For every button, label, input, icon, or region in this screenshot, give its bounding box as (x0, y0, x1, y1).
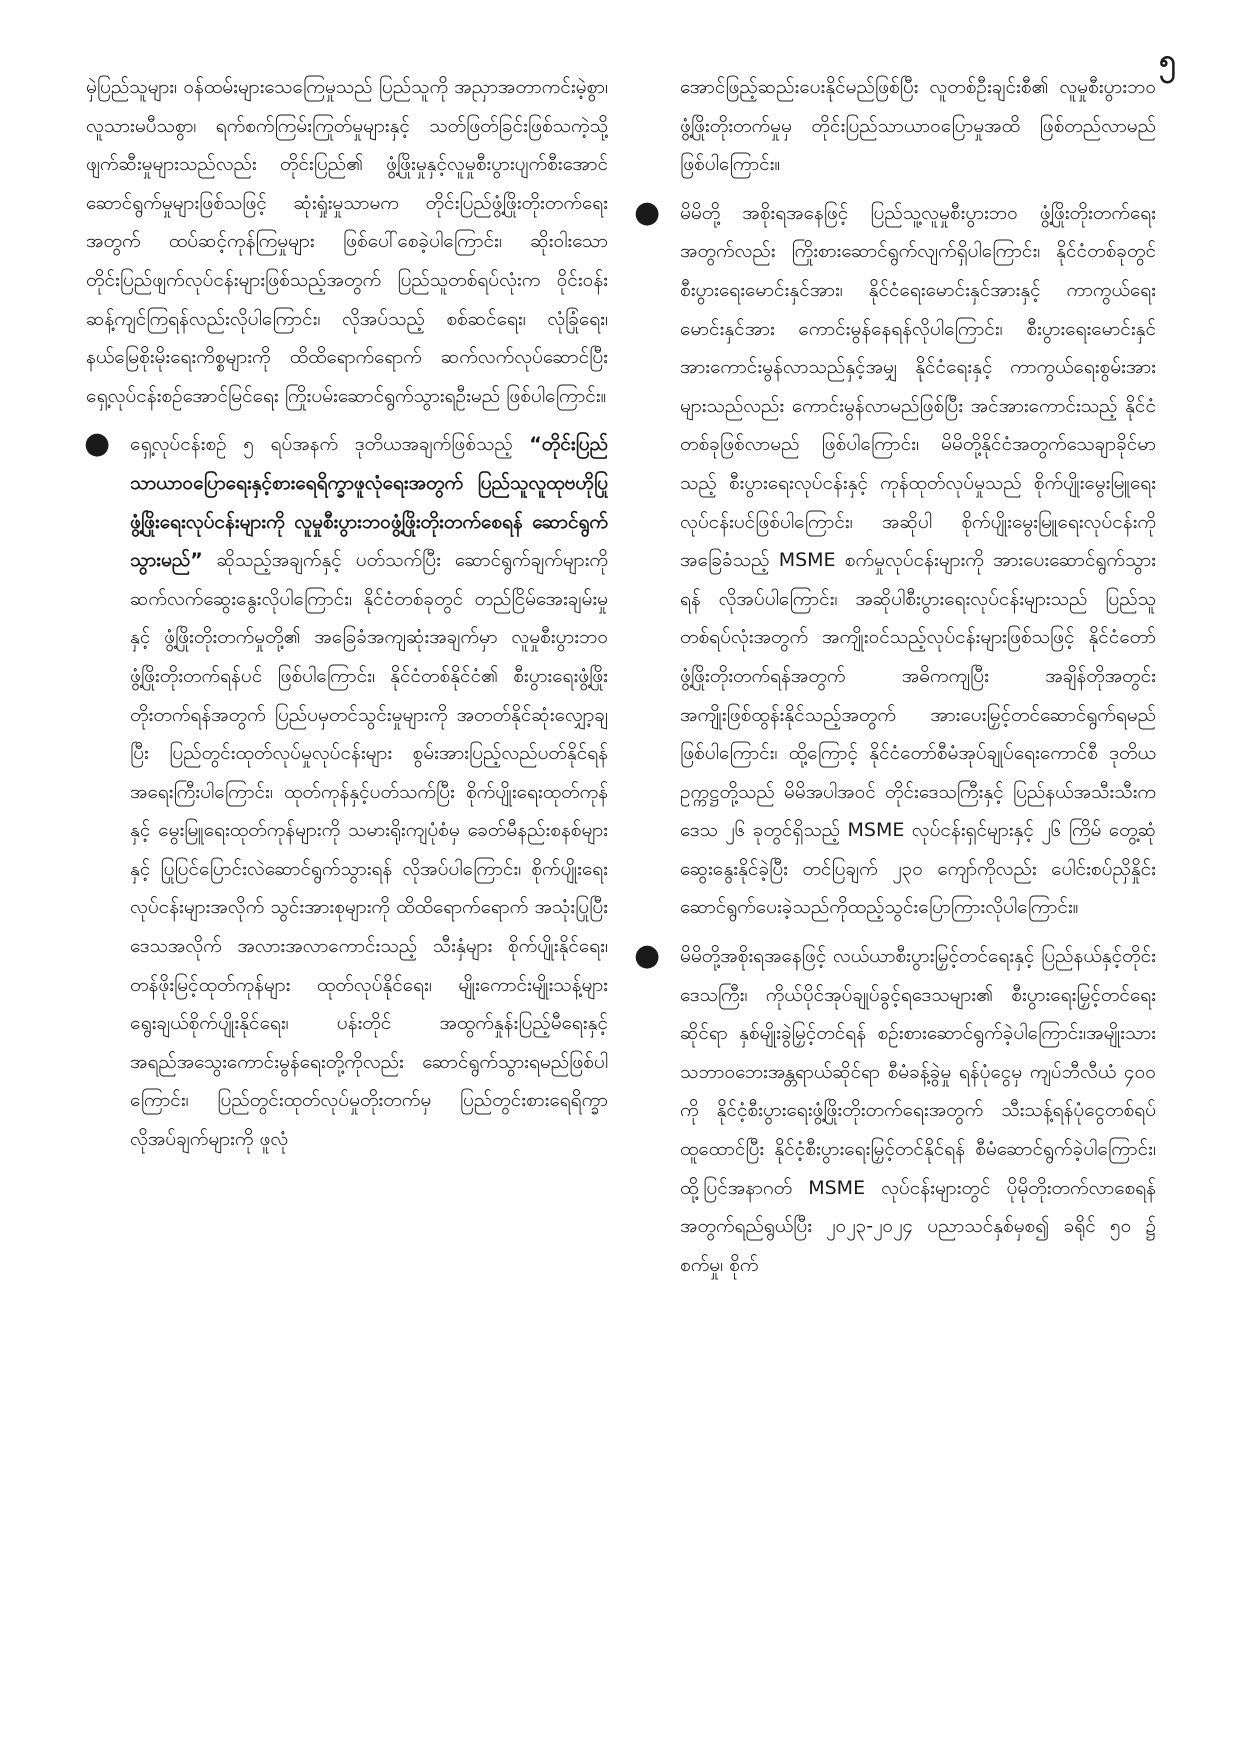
bullet-body-text: ဆိုသည့်အချက်နှင့် ပတ်သက်ပြီး ဆောင်ရွက်ချက်များကို ဆက်လက်ဆွေးနွေးလိုပါကြောင်း၊ နိုင်ငံတစ်ခုတွင် တည်ငြိမ်အေးချမ်းမှုနှင့် ဖွံ့ဖြိုးတိုးတက်မှုတို့၏ အခြေခံအကျဆုံးအချက်မှာ လူမှုစီးပွားဘဝဖွံ့ဖြိုးတိုးတက်ရန်ပင် ဖြစ်ပါကြောင်း၊ နိုင်ငံတစ်နိုင်ငံ၏ စီးပွားရေးဖွံ့ဖြိုးတိုးတက်ရန်အတွက် ပြည်ပမှတင်သွင်းမှုများကို အတတ်နိုင်ဆုံးလျှော့ချပြီး ပြည်တွင်းထုတ်လုပ်မှုလုပ်ငန်းများ စွမ်းအားပြည့်လည်ပတ်နိုင်ရန် အရေးကြီးပါကြောင်း၊ ထုတ်ကုန်နှင့်ပတ်သက်ပြီး စိုက်ပျိုးရေးထုတ်ကုန်နှင့် မွေးမြူရေးထုတ်ကုန်များကို သမားရိုးကျပုံစံမှ ခေတ်မီနည်းစနစ်များနှင့် ပြုပြင်ပြောင်းလဲဆောင်ရွက်သွားရန် လိုအပ်ပါကြောင်း၊ စိုက်ပျိုးရေးလုပ်ငန်းများအလိုက် သွင်းအားစုများကို ထိထိရောက်ရောက် အသုံးပြုပြီး ဒေသအလိုက် အလားအလာကောင်းသည့် သီးနှံများ စိုက်ပျိုးနိုင်ရေး၊ တန်ဖိုးမြင့်ထုတ်ကုန်များ ထုတ်လုပ်နိုင်ရေး၊ မျိုးကောင်းမျိုးသန့်များ ရွေးချယ်စိုက်ပျိုးနိုင်ရေး၊ ပန်းတိုင် အထွက်နှုန်းပြည့်မီရေးနှင့် အရည်အသွေးကောင်းမွန်ရေးတို့ကိုလည်း ဆောင်ရွက်သွားရမည်ဖြစ်ပါကြောင်း၊ ပြည်တွင်းထုတ်လုပ်မှုတိုးတက်မှ ပြည်တွင်းစားရေရိက္ခာ လိုအပ်ချက်များကို ဖူလုံ (130, 549, 608, 1151)
bullet-dot-icon: ● (84, 426, 111, 462)
page-number: ၅ (1159, 43, 1176, 78)
bullet-item-agricultural-promotion (636, 937, 1156, 1284)
bold-quoted-objective: “တိုင်းပြည်သာယာဝပြောရေးနှင့်စားရေရိက္ခာဖူလုံရေးအတွက် ပြည်သူလူထုဗဟိုပြု ဖွံ့ဖြိုးရေးလုပ်ငန်းများကို လူမှုစီးပွားဘဝဖွံ့ဖြိုးတိုးတက်စေရန် ဆောင်ရွက်သွားမည်” (130, 433, 608, 572)
bullet-text: မိမိတို့အစိုးရအနေဖြင့် လယ်ယာစီးပွားမြှင့်တင်ရေးနှင့် ပြည်နယ်နှင့်တိုင်းဒေသကြီး၊ ကိုယ်ပိုင်အုပ်ချုပ်ခွင့်ရဒေသများ၏ စီးပွားရေးမြှင့်တင်ရေးဆိုင်ရာ နှစ်မျိုးခွဲမြှင့်တင်ရန် စဉ်းစားဆောင်ရွက်ခဲ့ပါကြောင်း၊အမျိုးသားသဘာဝဘေးအန္တရာယ်ဆိုင်ရာ စီမံခန့်ခွဲမှု ရန်ပုံငွေမှ ကျပ်ဘီလီယံ ၄၀၀ ကို နိုင်ငံ့စီးပွားရေးဖွံ့ဖြိုးတိုးတက်ရေးအတွက် သီးသန့်ရန်ပုံငွေတစ်ရပ်ထူထောင်ပြီး နိုင်ငံ့စီးပွားရေးမြှင့်တင်နိုင်ရန် စီမံဆောင်ရွက်ခဲ့ပါကြောင်း၊ ထို့ပြင်အနာဂတ် MSME လုပ်ငန်းများတွင် ပိုမိုတိုးတက်လာစေရန်အတွက်ရည်ရွယ်ပြီး ၂၀၂၃-၂၀၂၄ ပညာသင်နှစ်မှစ၍ ခရိုင် ၅၀ ၌ စက်မှု၊ စိုက် (680, 945, 1156, 1276)
bullet-text: မိမိတို့ အစိုးရအနေဖြင့် ပြည်သူ့လူမှုစီးပွားဘဝ ဖွံ့ဖြိုးတိုးတက်ရေးအတွက်လည်း ကြိုးစားဆောင်ရွက်လျက်ရှိပါကြောင်း၊ နိုင်ငံတစ်ခုတွင် စီးပွားရေးမောင်းနှင်အား၊ နိုင်ငံရေးမောင်းနှင်အားနှင့် ကာကွယ်ရေးမောင်းနှင်အား ကောင်းမွန်နေရန်လိုပါကြောင်း၊ စီးပွားရေးမောင်းနှင်အားကောင်းမွန်လာသည်နှင့်အမျှ နိုင်ငံရေးနှင့် ကာကွယ်ရေးစွမ်းအားများသည်လည်း ကောင်းမွန်လာမည်ဖြစ်ပြီး အင်အားကောင်းသည့် နိုင်ငံတစ်ခုဖြစ်လာမည် ဖြစ်ပါကြောင်း၊ မိမိတို့နိုင်ငံအတွက်သေချာခိုင်မာသည့် စီးပွားရေးလုပ်ငန်းနှင့် ကုန်ထုတ်လုပ်မှုသည် စိုက်ပျိုးမွေးမြူရေးလုပ်ငန်းပင်ဖြစ်ပါကြောင်း၊ အဆိုပါ စိုက်ပျိုးမွေးမြူရေးလုပ်ငန်းကို အခြေခံသည့် MSME စက်မှုလုပ်ငန်းများကို အားပေးဆောင်ရွက်သွားရန် လိုအပ်ပါကြောင်း၊ အဆိုပါစီးပွားရေးလုပ်ငန်းများသည် ပြည်သူတစ်ရပ်လုံးအတွက် အကျိုးဝင်သည့်လုပ်ငန်းများဖြစ်သဖြင့် နိုင်ငံတော်ဖွံ့ဖြိုးတိုးတက်ရန်အတွက် အဓိကကျပြီး အချိန်တိုအတွင်း အကျိုးဖြစ်ထွန်းနိုင်သည့်အတွက် အားပေးမြှင့်တင်ဆောင်ရွက်ရမည် ဖြစ်ပါကြောင်း၊ ထို့ကြောင့် နိုင်ငံတော်စီမံအုပ်ချုပ်ရေးကောင်စီ ဒုတိယဥက္ကဋ္ဌတို့သည် မိမိအပါအဝင် တိုင်းဒေသကြီးနှင့် ပြည်နယ်အသီးသီးက ဒေသ ၂၆ ခုတွင်ရှိသည့် MSME လုပ်ငန်းရှင်များနှင့် ၂၆ ကြိမ် တွေ့ဆုံဆွေးနွေးနိုင်ခဲ့ပြီး တင်ပြချက် ၂၃၀ ကျော်ကိုလည်း ပေါင်းစပ်ညှိနှိုင်း ဆောင်ရွက်ပေးခဲ့သည်ကိုထည့်သွင်းပြောကြားလိုပါကြောင်း။ (680, 201, 1156, 919)
bullet-dot-icon: ● (634, 194, 661, 230)
left-column (86, 68, 608, 1159)
left-bullet-list (86, 425, 608, 1158)
right-column (636, 68, 1156, 1284)
bullet-lead-text: ရှေ့လုပ်ငန်းစဉ် ၅ ရပ်အနက် ဒုတိယအချက်ဖြစ်သည့် (130, 433, 513, 456)
continuation-paragraph (636, 68, 1156, 184)
bullet-item-second-point (86, 425, 608, 1158)
bullet-dot-icon: ● (634, 938, 661, 974)
bullet-item-government-efforts (636, 194, 1156, 927)
right-bullet-list (636, 68, 1156, 1284)
continuation-text: အောင်ဖြည့်ဆည်းပေးနိုင်မည်ဖြစ်ပြီး လူတစ်ဦးချင်းစီ၏ လူမှုစီးပွားဘဝ ဖွံ့ဖြိုးတိုးတက်မှုမှ တိုင်းပြည်သာယာဝပြောမှုအထိ ဖြစ်တည်လာမည် ဖြစ်ပါကြောင်း။ (680, 76, 1156, 176)
intro-paragraph: မှဲပြည်သူများ၊ ဝန်ထမ်းများသေကြေမှုသည် ပြည်သူကို အညှာအတာကင်းမဲ့စွာ၊ လူသားမပီသစွာ၊ ရက်စက်ကြမ်းကြုတ်မှုများနှင့် သတ်ဖြတ်ခြင်းဖြစ်သကဲ့သို့ ဖျက်ဆီးမှုများသည်လည်း တိုင်းပြည်၏ ဖွံ့ဖြိုးမှုနှင့်လူမှုစီးပွားပျက်စီးအောင် ဆောင်ရွက်မှုများဖြစ်သဖြင့် ဆုံးရှုံးမှုသာမက တိုင်းပြည်ဖွံ့ဖြိုးတိုးတက်ရေးအတွက် ထပ်ဆင့်ကုန်ကြမှုများ ဖြစ်ပေါ်စေခဲ့ပါကြောင်း၊ ဆိုးဝါးသော တိုင်းပြည်ဖျက်လုပ်ငန်းများဖြစ်သည့်အတွက် ပြည်သူတစ်ရပ်လုံးက ဝိုင်းဝန်းဆန့်ကျင်ကြရန်လည်းလိုပါကြောင်း၊ လိုအပ်သည့် စစ်ဆင်ရေး၊ လုံခြုံရေး၊ နယ်မြေစိုးမိုးရေးကိစ္စများကို ထိထိရောက်ရောက် ဆက်လက်လုပ်ဆောင်ပြီး ရှေ့လုပ်ငန်းစဉ်အောင်မြင်ရေး ကြိုးပမ်းဆောင်ရွက်သွားရဦးမည် ဖြစ်ပါကြောင်း။ (86, 76, 608, 407)
